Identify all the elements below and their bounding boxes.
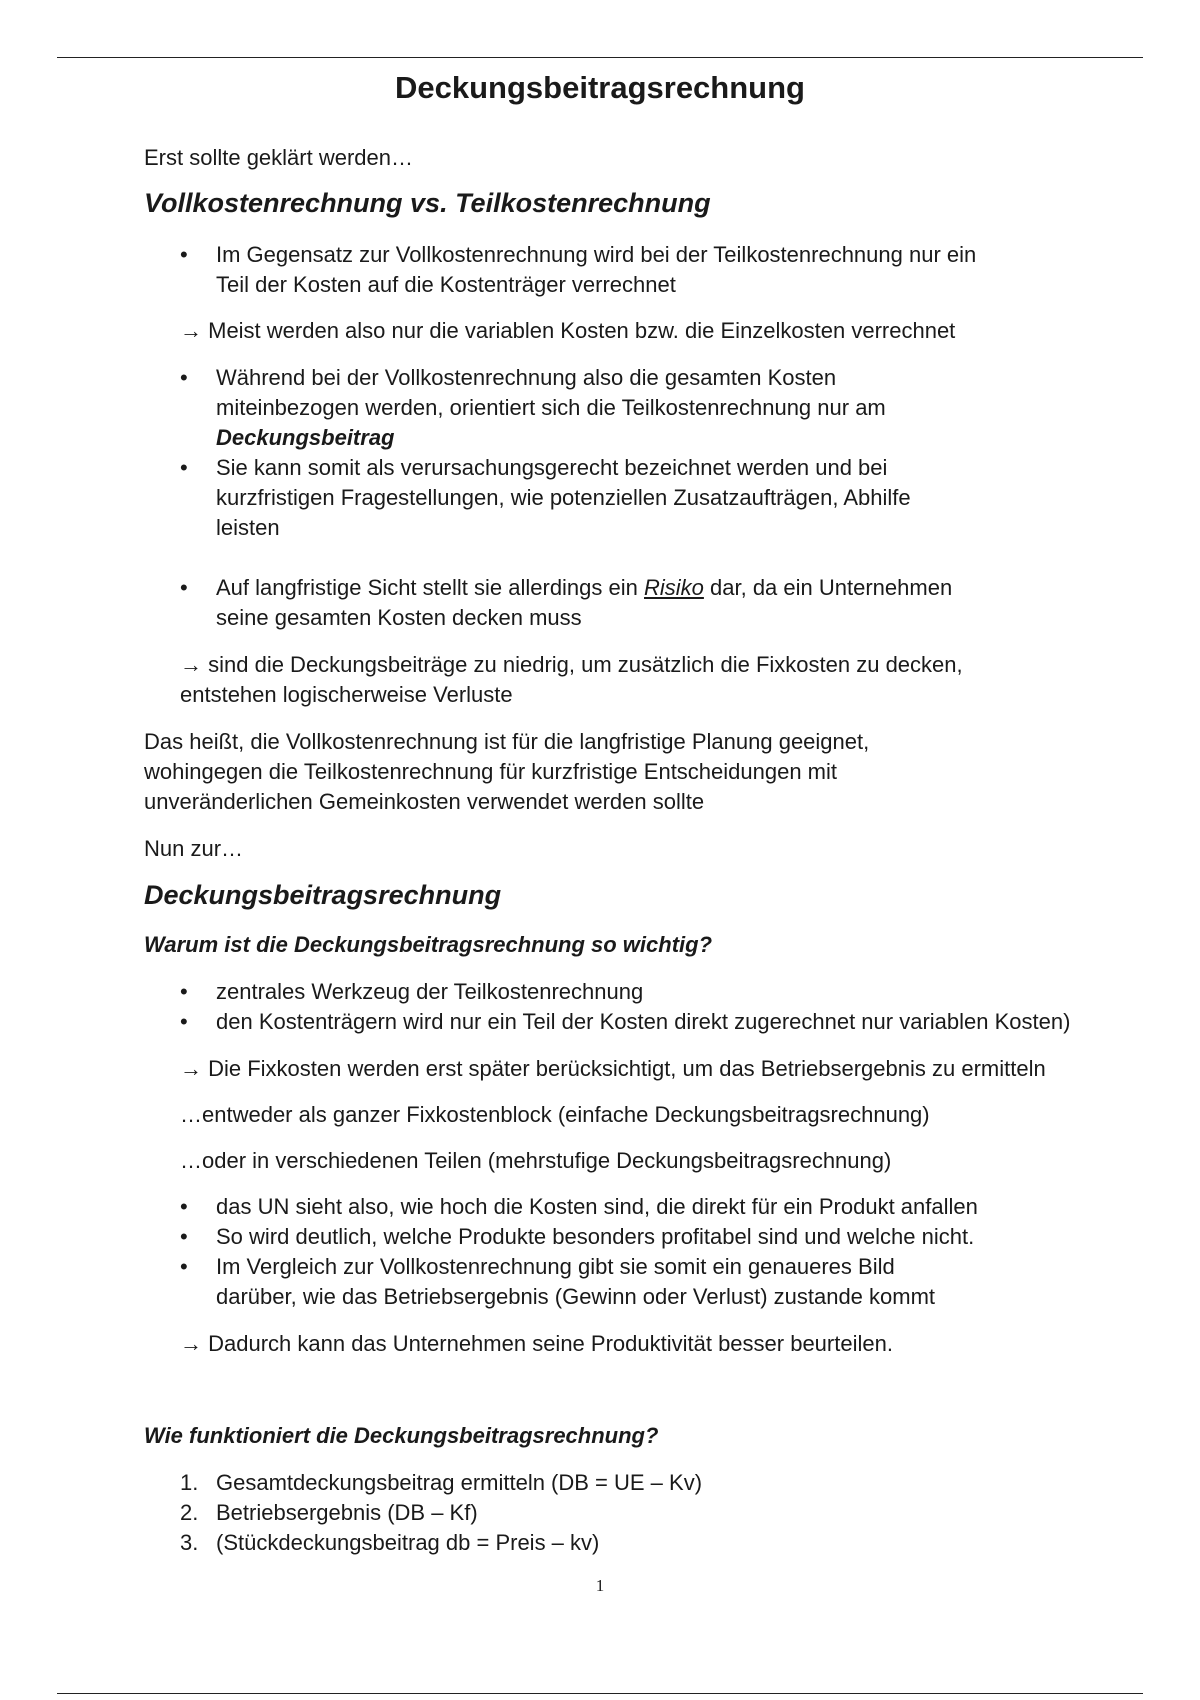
- s2-bulletA2: den Kostenträgern wird nur ein Teil der Kosten direkt zugerechnet nur variablen Kosten): [216, 1009, 1071, 1034]
- s1-bullet4-line2: seine gesamten Kosten decken muss: [216, 605, 582, 630]
- bullet-symbol: •: [180, 1194, 188, 1219]
- bullet-symbol: •: [180, 575, 188, 600]
- bullet-symbol: •: [180, 979, 188, 1004]
- step-text: (Stückdeckungsbeitrag db = Preis – kv): [216, 1530, 600, 1555]
- s1-bullet3-line3: leisten: [216, 515, 280, 540]
- s1-bullet4-risk-emphasis: Risiko: [644, 575, 704, 600]
- s1-bullet3-line1: Sie kann somit als verursachungsgerecht bezeichnet werden und bei: [216, 455, 888, 480]
- s1-bullet2-line2: miteinbezogen werden, orientiert sich die Teilkostenrechnung nur am: [216, 395, 886, 420]
- bullet-symbol: •: [180, 242, 188, 267]
- step-number: 1.: [180, 1470, 199, 1495]
- s2-arrow2: → Dadurch kann das Unternehmen seine Produktivität besser beurteilen.: [180, 1331, 893, 1356]
- s1-bullet1-line1: Im Gegensatz zur Vollkostenrechnung wird bei der Teilkostenrechnung nur ein: [216, 242, 977, 267]
- s2-bulletB3-line1: Im Vergleich zur Vollkostenrechnung gibt sie somit ein genaueres Bild: [216, 1254, 895, 1279]
- s1-bullet4-pre: Auf langfristige Sicht stellt sie allerdings ein: [216, 575, 644, 600]
- step-text: Betriebsergebnis (DB – Kf): [216, 1500, 478, 1525]
- s2-ellipsis2: …oder in verschiedenen Teilen (mehrstufige Deckungsbeitragsrechnung): [180, 1148, 892, 1173]
- s1-arrow2-line2: entstehen logischerweise Verluste: [180, 682, 513, 707]
- s2-bulletA1: zentrales Werkzeug der Teilkostenrechnung: [216, 979, 644, 1004]
- bullet-symbol: •: [180, 365, 188, 390]
- s1-summary-line2: wohingegen die Teilkostenrechnung für kurzfristige Entscheidungen mit: [144, 759, 838, 784]
- bullet-symbol: •: [180, 1224, 188, 1249]
- section2-subheading1: Warum ist die Deckungsbeitragsrechnung so wichtig?: [144, 932, 713, 957]
- bullet-symbol: •: [180, 1254, 188, 1279]
- step-number: 3.: [180, 1530, 199, 1555]
- s2-ellipsis1: …entweder als ganzer Fixkostenblock (einfache Deckungsbeitragsrechnung): [180, 1102, 930, 1127]
- bullet-symbol: •: [180, 1009, 188, 1034]
- page-number: 1: [595, 1576, 605, 1595]
- s1-arrow1: → Meist werden also nur die variablen Kosten bzw. die Einzelkosten verrechnet: [180, 318, 956, 343]
- s1-bullet4-post: dar, da ein Unternehmen: [703, 575, 953, 600]
- page-title: Deckungsbeitragsrechnung: [395, 70, 805, 105]
- bullet-symbol: •: [180, 455, 188, 480]
- s2-bulletB1: das UN sieht also, wie hoch die Kosten sind, die direkt für ein Produkt anfallen: [216, 1194, 978, 1219]
- s1-summary-line1: Das heißt, die Vollkostenrechnung ist für die langfristige Planung geeignet,: [144, 729, 870, 754]
- section1-heading: Vollkostenrechnung vs. Teilkostenrechnung: [144, 188, 711, 218]
- s1-bullet3-line2: kurzfristigen Fragestellungen, wie potenziellen Zusatzaufträgen, Abhilfe: [216, 485, 911, 510]
- step-number: 2.: [180, 1500, 199, 1525]
- s1-arrow2-line1: → sind die Deckungsbeiträge zu niedrig, um zusätzlich die Fixkosten zu decken,: [180, 652, 963, 677]
- s1-bullet1-line2: Teil der Kosten auf die Kostenträger verrechnet: [216, 272, 676, 297]
- section2-subheading2: Wie funktioniert die Deckungsbeitragsrechnung?: [144, 1423, 659, 1448]
- s2-bulletB3-line2: darüber, wie das Betriebsergebnis (Gewinn oder Verlust) zustande kommt: [216, 1284, 936, 1309]
- s1-bullet4-line1: [216, 573, 952, 603]
- top-rule: [57, 57, 1143, 58]
- s2-arrow1: → Die Fixkosten werden erst später berücksichtigt, um das Betriebsergebnis zu ermitteln: [180, 1056, 1046, 1081]
- s2-bulletB2: So wird deutlich, welche Produkte besonders profitabel sind und welche nicht.: [216, 1224, 975, 1249]
- intro-text: Erst sollte geklärt werden…: [144, 145, 413, 170]
- s1-bullet2-emphasis: Deckungsbeitrag: [216, 425, 395, 450]
- s1-summary-line3: unveränderlichen Gemeinkosten verwendet werden sollte: [144, 789, 705, 814]
- s1-bullet2-line1: Während bei der Vollkostenrechnung also die gesamten Kosten: [216, 365, 837, 390]
- section2-heading: Deckungsbeitragsrechnung: [144, 880, 502, 910]
- step-text: Gesamtdeckungsbeitrag ermitteln (DB = UE – Kv): [216, 1470, 703, 1495]
- transition-text: Nun zur…: [144, 836, 244, 861]
- bottom-rule: [57, 1693, 1143, 1694]
